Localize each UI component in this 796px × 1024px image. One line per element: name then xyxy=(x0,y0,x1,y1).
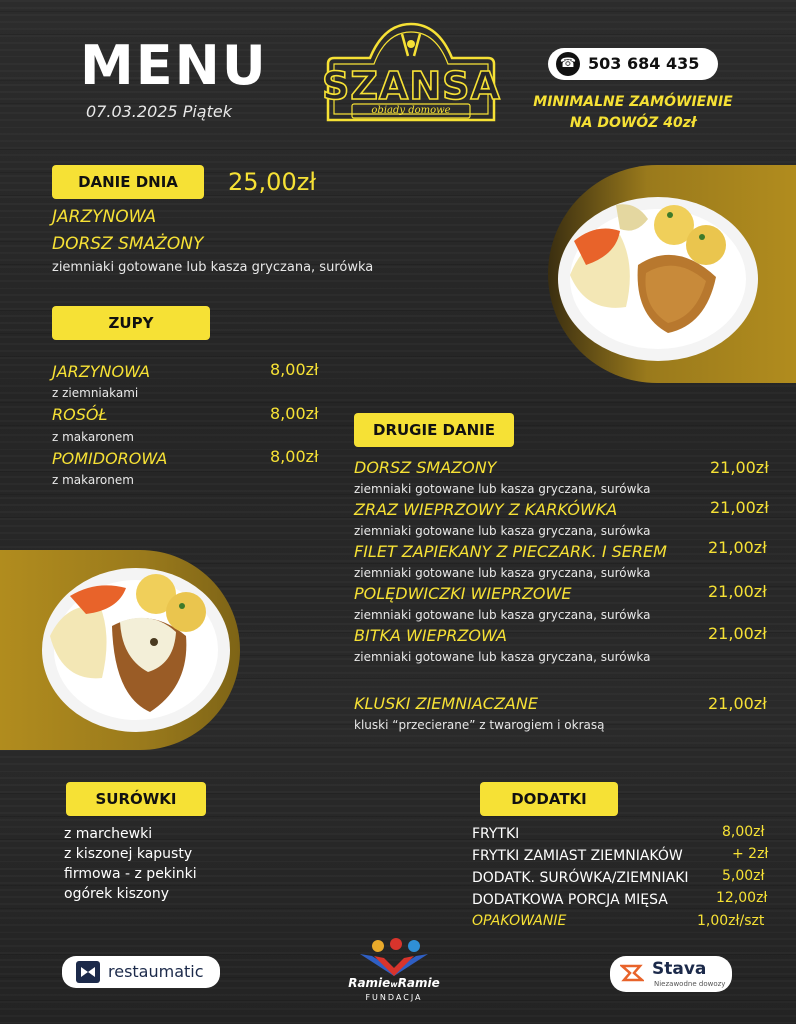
dodatki-label: DODATKI xyxy=(480,782,618,816)
min-order-line1: MINIMALNE ZAMÓWIENIE xyxy=(533,94,733,110)
drugie-price: 21,00zł xyxy=(710,498,769,517)
drugie-desc: ziemniaki gotowane lub kasza gryczana, surówka xyxy=(354,482,651,496)
dodatek-name: DODATKOWA PORCJA MIĘSA xyxy=(472,892,668,908)
menu-date: 07.03.2025 Piątek xyxy=(86,102,232,121)
zupa-name: POMIDOROWA xyxy=(52,449,168,468)
drugie-danie-label: DRUGIE DANIE xyxy=(354,413,514,447)
dodatek-price: 1,00zł/szt xyxy=(697,913,765,929)
drugie-desc: ziemniaki gotowane lub kasza gryczana, surówka xyxy=(354,524,651,538)
phone-icon: ☎ xyxy=(556,52,580,76)
zupa-desc: z makaronem xyxy=(52,430,134,444)
drugie-price: 21,00zł xyxy=(710,458,769,477)
drugie-desc: kluski “przecierane” z twarogiem i okrasą xyxy=(354,718,605,732)
zupa-price: 8,00zł xyxy=(270,360,319,379)
drugie-desc: ziemniaki gotowane lub kasza gryczana, surówka xyxy=(354,650,651,664)
danie-dnia-main: DORSZ SMAŻONY xyxy=(52,234,204,254)
drugie-name: KLUSKI ZIEMNIACZANE xyxy=(354,694,538,713)
dodatek-name: FRYTKI ZAMIAST ZIEMNIAKÓW xyxy=(472,848,683,864)
min-order-note xyxy=(520,92,746,134)
dodatek-price: + 2zł xyxy=(732,846,769,862)
zupa-price: 8,00zł xyxy=(270,447,319,466)
fish-plate-photo xyxy=(556,195,760,363)
cutlet-plate-photo xyxy=(40,566,232,734)
drugie-price: 21,00zł xyxy=(708,624,767,643)
dodatek-price: 12,00zł xyxy=(716,890,768,906)
restaumatic-text: restaumatic xyxy=(108,962,204,981)
stava-sub: Niezawodne dowozy xyxy=(654,980,726,988)
zupa-desc: z makaronem xyxy=(52,473,134,487)
drugie-price: 21,00zł xyxy=(708,694,767,713)
danie-dnia-desc: ziemniaki gotowane lub kasza gryczana, surówka xyxy=(52,260,374,275)
surowka-item: z marchewki xyxy=(64,826,153,842)
drugie-price: 21,00zł xyxy=(708,538,767,557)
surowka-item: z kiszonej kapusty xyxy=(64,846,193,862)
stava-badge[interactable] xyxy=(610,956,732,992)
danie-dnia-label: DANIE DNIA xyxy=(52,165,204,199)
dodatek-name: OPAKOWANIE xyxy=(472,913,567,929)
logo-subtitle: obiady domowe xyxy=(371,105,451,116)
fundacja-logo xyxy=(340,936,448,1006)
surowka-item: ogórek kiszony xyxy=(64,886,169,902)
stava-icon xyxy=(620,962,644,984)
zupa-price: 8,00zł xyxy=(270,404,319,423)
logo-text: SZANSA xyxy=(322,64,501,108)
danie-dnia-price: 25,00zł xyxy=(228,168,317,196)
zupa-name: ROSÓŁ xyxy=(52,405,108,424)
drugie-name: ZRAZ WIEPRZOWY Z KARKÓWKA xyxy=(354,500,618,519)
szansa-logo xyxy=(322,20,500,126)
drugie-name: BITKA WIEPRZOWA xyxy=(354,626,507,645)
restaumatic-badge[interactable] xyxy=(62,956,220,988)
restaumatic-icon xyxy=(76,961,100,983)
fundacja-sub: FUNDACJA xyxy=(365,993,423,1002)
fundacja-name-mid: w xyxy=(390,980,398,989)
stava-text: Stava xyxy=(652,959,707,979)
fundacja-name-part1: Ramie xyxy=(348,976,391,990)
zupa-desc: z ziemniakami xyxy=(52,386,139,400)
surowki-label: SURÓWKI xyxy=(66,782,206,816)
danie-dnia-soup: JARZYNOWA xyxy=(52,207,157,227)
drugie-name: POLĘDWICZKI WIEPRZOWE xyxy=(354,584,572,603)
drugie-price: 21,00zł xyxy=(708,582,767,601)
fundacja-figures-icon xyxy=(340,936,448,980)
drugie-name: FILET ZAPIEKANY Z PIECZARK. I SEREM xyxy=(354,542,667,561)
dodatek-price: 5,00zł xyxy=(722,868,765,884)
surowka-item: firmowa - z pekinki xyxy=(64,866,197,882)
dodatek-name: DODATK. SURÓWKA/ZIEMNIAKI xyxy=(472,870,689,886)
drugie-desc: ziemniaki gotowane lub kasza gryczana, surówka xyxy=(354,608,651,622)
drugie-desc: ziemniaki gotowane lub kasza gryczana, surówka xyxy=(354,566,651,580)
min-order-line2: NA DOWÓZ 40zł xyxy=(569,115,697,131)
zupa-name: JARZYNOWA xyxy=(52,362,151,381)
page-title: MENU xyxy=(80,34,268,97)
dodatek-price: 8,00zł xyxy=(722,824,765,840)
drugie-name: DORSZ SMAZONY xyxy=(354,458,497,477)
phone-badge[interactable] xyxy=(548,48,718,80)
zupy-label: ZUPY xyxy=(52,306,210,340)
phone-number: 503 684 435 xyxy=(588,54,700,73)
dodatek-name: FRYTKI xyxy=(472,826,520,842)
fundacja-name-part2: Ramie xyxy=(397,976,440,990)
